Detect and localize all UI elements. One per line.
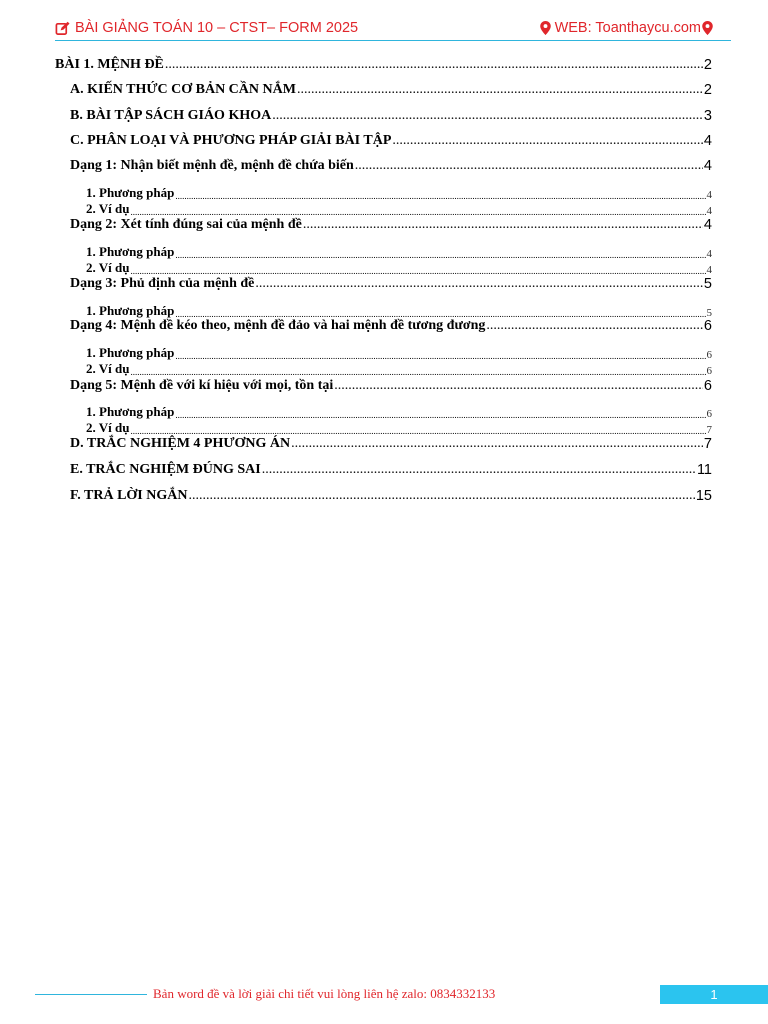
toc-leader [486,318,703,334]
map-pin-icon [702,21,713,35]
toc-entry-page: 5 [706,307,712,319]
header-divider [55,40,731,41]
toc-leader [165,57,703,73]
toc-entry-sub[interactable] [86,345,712,361]
toc-entry-type[interactable] [70,318,712,334]
toc-entry-page: 6 [703,318,712,334]
toc-entry-sub[interactable] [86,201,712,217]
toc-leader [272,108,703,124]
toc-entry-title: E. TRẮC NGHIỆM ĐÚNG SAI [70,462,261,477]
toc-entry-section[interactable] [70,108,712,124]
toc-entry-title: 2. Ví dụ [86,260,130,275]
toc-entry-page: 7 [703,436,712,452]
toc-entry-title: Dạng 3: Phủ định của mệnh đề [70,276,255,291]
toc-entry-section[interactable] [70,133,712,149]
toc-entry-title: D. TRẮC NGHIỆM 4 PHƯƠNG ÁN [70,436,291,451]
toc-entry-sub[interactable] [86,404,712,420]
toc-entry-sub[interactable] [86,420,712,436]
header-title: BÀI GIẢNG TOÁN 10 – CTST– FORM 2025 [75,20,359,36]
toc-entry-section[interactable] [70,436,712,452]
toc-entry-page: 2 [703,57,712,73]
toc-entry-type[interactable] [70,217,712,233]
toc-entry-section[interactable] [70,462,712,478]
toc-leader [334,378,703,394]
toc-leader [297,82,703,98]
toc-entry-page: 4 [706,264,712,276]
toc-entry-title: 2. Ví dụ [86,201,130,216]
toc-entry-title: Dạng 5: Mệnh đề với kí hiệu với mọi, tồn tại [70,378,334,393]
toc-entry-title: 1. Phương pháp [86,185,175,200]
page-header [55,20,731,40]
toc-leader [355,158,703,174]
header-web-link[interactable]: WEB: Toanthaycu.com [554,20,701,36]
toc-entry-type[interactable] [70,378,712,394]
toc-entry-page: 4 [703,158,712,174]
toc-entry-title: 2. Ví dụ [86,420,130,435]
toc-leader [130,426,705,436]
toc-entry-title: F. TRẢ LỜI NGẮN [70,488,188,503]
toc-entry-title: C. PHÂN LOẠI VÀ PHƯƠNG PHÁP GIẢI BÀI TẬP [70,133,392,148]
toc-entry-page: 6 [706,365,712,377]
toc-entry-sub[interactable] [86,303,712,319]
toc-entry-section[interactable] [70,82,712,98]
toc-entry-type[interactable] [70,158,712,174]
toc-entry-page: 4 [706,189,712,201]
toc-entry-page: 6 [706,349,712,361]
page-number-badge: 1 [660,985,768,1004]
toc-leader [262,462,696,478]
toc-entry-sub[interactable] [86,260,712,276]
toc-leader [130,367,705,377]
toc-entry-page: 6 [703,378,712,394]
toc-entry-page: 4 [706,205,712,217]
toc-entry-page: 2 [703,82,712,98]
toc-entry-page: 4 [703,217,712,233]
toc-entry-page: 6 [706,408,712,420]
toc-leader [130,207,705,217]
header-web-group [540,20,713,36]
toc-leader [175,351,705,361]
toc-entry-page: 5 [703,276,712,292]
toc-entry-page: 4 [703,133,712,149]
map-pin-icon [540,21,551,35]
toc-entry-section[interactable] [70,488,712,504]
toc-leader [175,191,705,201]
toc-leader [303,217,703,233]
toc-entry-sub[interactable] [86,361,712,377]
footer-divider [35,994,147,995]
toc-leader [255,276,703,292]
toc-leader [175,250,705,260]
toc-leader [175,410,705,420]
toc-entry-title: 1. Phương pháp [86,244,175,259]
toc-entry-page: 3 [703,108,712,124]
toc-entry-page: 7 [706,424,712,436]
toc-entry-title: Dạng 1: Nhận biết mệnh đề, mệnh đề chứa biến [70,158,354,173]
toc-entry-sub[interactable] [86,185,712,201]
toc-entry-title: 2. Ví dụ [86,361,130,376]
toc-leader [130,266,705,276]
toc-entry-page: 4 [706,248,712,260]
toc-leader [291,436,703,452]
toc-entry-title: Dạng 2: Xét tính đúng sai của mệnh đề [70,217,302,232]
toc-entry-type[interactable] [70,276,712,292]
toc-leader [188,488,694,504]
toc-entry-title: B. BÀI TẬP SÁCH GIÁO KHOA [70,108,272,123]
toc-entry-page: 15 [695,488,712,504]
toc-entry-sub[interactable] [86,244,712,260]
toc-entry-title: 1. Phương pháp [86,303,175,318]
toc-entry-title: A. KIẾN THỨC CƠ BẢN CẦN NẮM [70,82,296,97]
header-title-group [55,20,358,36]
toc-entry-lesson[interactable] [55,57,712,73]
toc-entry-page: 11 [696,462,712,478]
toc-entry-title: BÀI 1. MỆNH ĐỀ [55,57,164,72]
toc-entry-title: 1. Phương pháp [86,404,175,419]
footer-contact-text: Bản word đề và lời giải chi tiết vui lòng liên hệ zalo: 0834332133 [153,986,496,1001]
toc-leader [392,133,703,149]
edit-icon [55,21,70,36]
toc-entry-title: Dạng 4: Mệnh đề kéo theo, mệnh đề đảo và hai mệnh đề tương đương [70,318,486,333]
toc-entry-title: 1. Phương pháp [86,345,175,360]
